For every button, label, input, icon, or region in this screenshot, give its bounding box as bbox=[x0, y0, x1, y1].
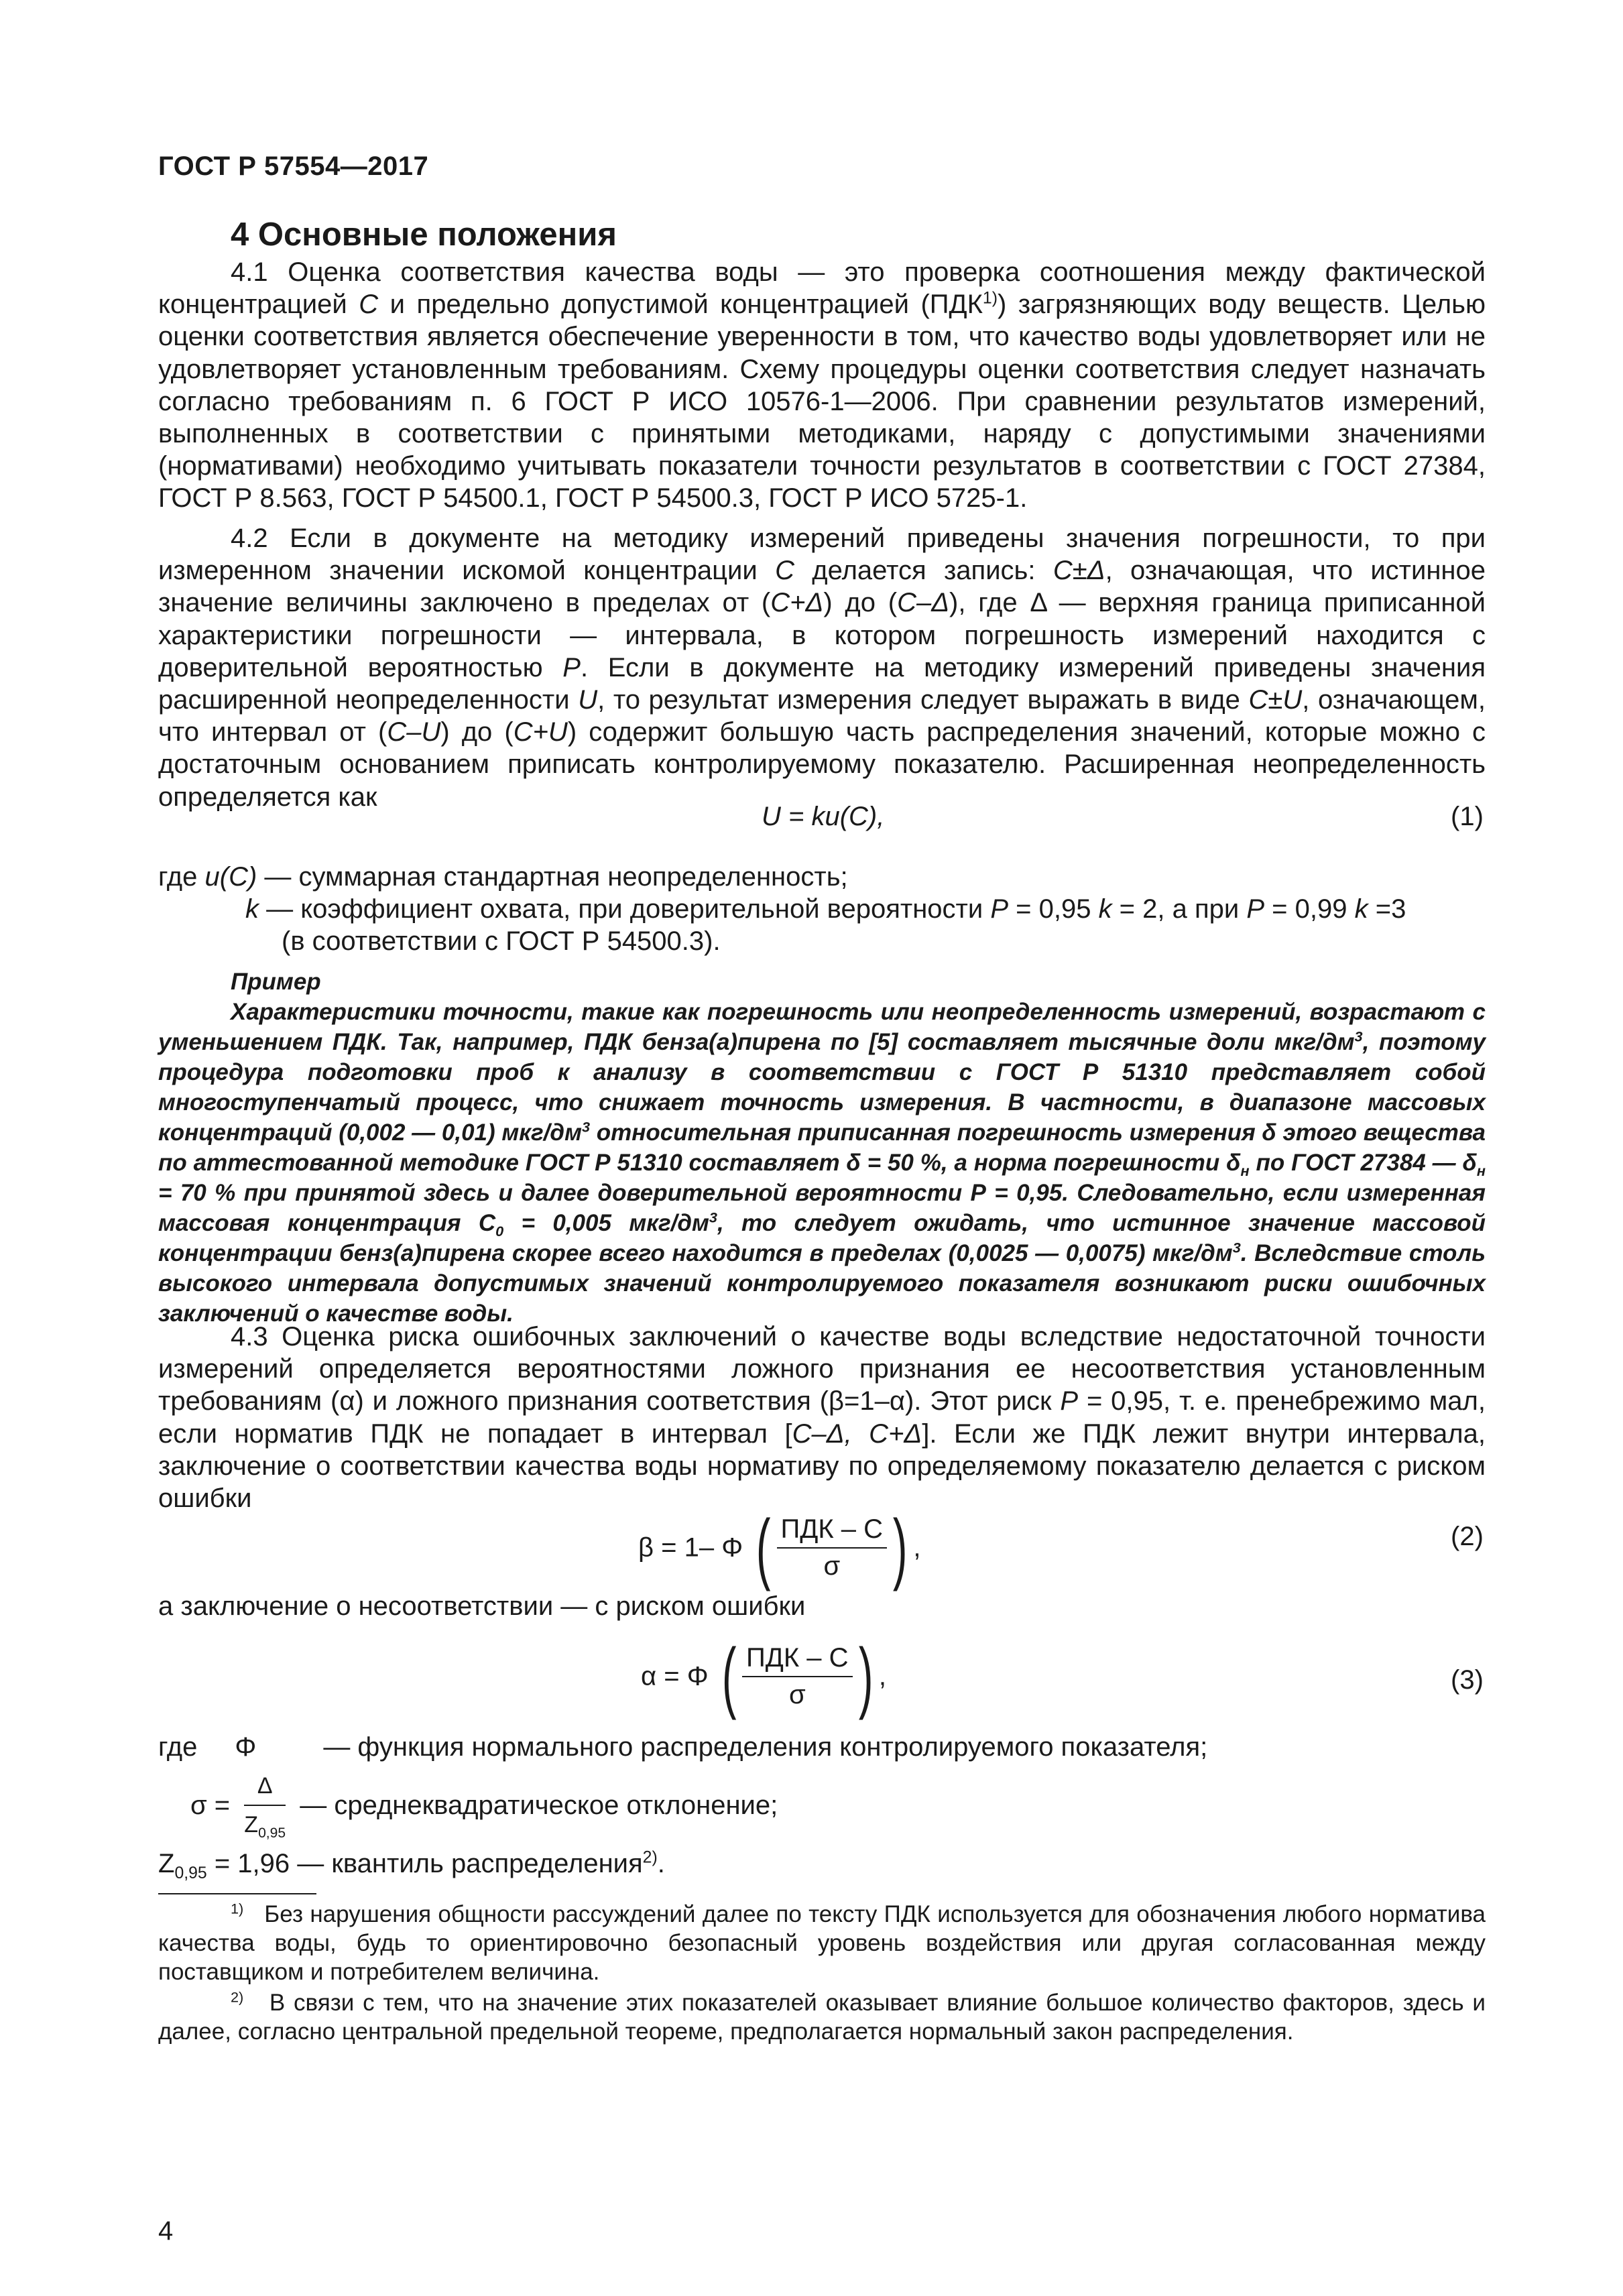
equation-2-number: (2) bbox=[1451, 1522, 1484, 1551]
footnote-ref-1: 1) bbox=[982, 289, 998, 308]
footnote-ref-2: 2) bbox=[642, 1848, 658, 1867]
example-block bbox=[158, 967, 1486, 1329]
where-sigma-definition: σ = $\frac{\Delta}{Z_{0,95}}$ — среднеквадратическое отклонение; bbox=[190, 1770, 778, 1841]
page-number: 4 bbox=[158, 2216, 174, 2246]
where-k-definition: k — коэффициент охвата, при доверительной вероятности Р = 0,95 k = 2, а при Р = 0,99 k =3 bbox=[245, 894, 1406, 924]
paragraph-4-3: 4.3 Оценка риска ошибочных заключений о качестве воды вследствие недостаточной точности измерений определяется вероятностями ложного признания ее несоответствия установленным требованиям (α) и ложного признания соответствия (β=1–α). Этот риск Р = 0,95, т. е. пренебрежимо мал, если норматив ПДК не попадает в интервал [С–Δ, С+Δ]. Если же ПДК лежит внутри интервала, заключение о соответствии качества воды нормативу по определяемому показателю делается с риском ошибки bbox=[158, 1322, 1486, 1514]
paragraph-4-1: 4.1 Оценка соответствия качества воды — это проверка соотношения между фактической концентрацией С и предельно допустимой концентрацией (ПДК$^{1)}$) загрязняющих воду веществ. Целью оценки соответствия является обеспечение уверенности в том, что качество воды удовлетворяет или не удовлетворяет установленным требованиям. Схему процедуры оценки соответствия следует назначать согласно требованиям п. 6 ГОСТ Р ИСО 10576-1—2006. При сравнении результатов измерений, выполненных в соответствии с принятыми методиками, наряду с допустимыми значениями (нормативами) необходимо учитывать показатели точности результатов в соответствии с ГОСТ 27384, ГОСТ Р 8.563, ГОСТ Р 54500.1, ГОСТ Р 54500.3, ГОСТ Р ИСО 5725-1. bbox=[158, 257, 1486, 513]
where-k-reference: (в соответствии с ГОСТ Р 54500.3). bbox=[282, 926, 721, 956]
where-z-definition: $Z_{0,95} = 1,96$ — квантиль распределения$^{2)}$. bbox=[158, 1848, 665, 1882]
equation-2: β = 1– Φ ( $\frac{\text{ПДК – С}}{\sigma}$ ) , bbox=[638, 1504, 921, 1592]
risk-sentence: а заключение о несоответствии — с риском ошибки bbox=[158, 1591, 806, 1621]
paragraph-4-2: 4.2 Если в документе на методику измерений приведены значения погрешности, то при измеренном значении искомой концентрации С делается запись: С±Δ, означающая, что истинное значение величины заключено в пределах от (С+Δ) до (С–Δ), где Δ — верхняя граница приписанной характеристики погрешности — интервала, в котором погрешность измерений находится с доверительной вероятностью Р. Если в документе на методику измерений приведены значения расширенной неопределенности U, то результат измерения следует выражать в виде С±U, означающем, что интервал от (С–U) до (С+U) содержит большую часть распределения значений, которые можно с достаточным основанием приписать контролируемому показателю. Расширенная неопределенность определяется как bbox=[158, 524, 1486, 812]
where-phi-definition: где Φ — функция нормального распределения контролируемого показателя; bbox=[158, 1732, 1208, 1762]
equation-1: U = ku(C), bbox=[762, 802, 885, 831]
equation-3-number: (3) bbox=[1451, 1665, 1484, 1695]
equation-3: α = Φ ( $\frac{\text{ПДК – С}}{\sigma}$ ) , bbox=[641, 1632, 886, 1721]
footnote-divider bbox=[158, 1893, 316, 1894]
section-title: 4 Основные положения bbox=[231, 217, 617, 253]
footnote-1: $^{1)}$ Без нарушения общности рассуждений далее по тексту ПДК используется для обозначения любого норматива качества воды, будь то ориентировочно безопасный уровень воздействия или другая согласованная между поставщиком и потребителем величина. bbox=[158, 1900, 1486, 1985]
where-u-definition: где u(C) — суммарная стандартная неопределенность; bbox=[158, 862, 848, 892]
example-title: Пример bbox=[231, 969, 321, 995]
standard-header: ГОСТ Р 57554—2017 bbox=[158, 152, 429, 181]
example-text: Характеристики точности, такие как погрешность или неопределенность измерений, возрастают с уменьшением ПДК. Так, например, ПДК бенза(а)пирена по [5] составляет тысячные доли мкг/$дм^3$, поэтому процедура подготовки проб к анализу в соответствии с ГОСТ Р 51310 представляет собой многоступенчатый процесс, что снижает точность измерения. В частности, в диапазоне массовых концентраций (0,002 — 0,01) мкг/$дм^3$ относительная приписанная погрешность измерения δ этого вещества по аттестованной методике ГОСТ Р 51310 составляет δ = 50 %, а норма погрешности $\delta_н$ по ГОСТ 27384 — $\delta_н = 70$ % при принятой здесь и далее доверительной вероятности Р = 0,95. Следовательно, если измеренная массовая концентрация $С_0 = 0,005$ мкг/$дм^3$, то следует ожидать, что истинное значение массовой концентрации бенз(а)пирена скорее всего находится в пределах (0,0025 — 0,0075) мкг/$дм^3$. Вследствие столь высокого интервала допустимых значений контролируемого показателя возникают риски ошибочных заключений о качестве воды. bbox=[158, 999, 1486, 1327]
footnote-2: $^{2)}$ В связи с тем, что на значение этих показателей оказывает влияние большое количество факторов, здесь и далее, согласно центральной предельной теореме, предполагается нормальный закон распределения. bbox=[158, 1988, 1486, 2045]
equation-1-number: (1) bbox=[1451, 802, 1484, 831]
